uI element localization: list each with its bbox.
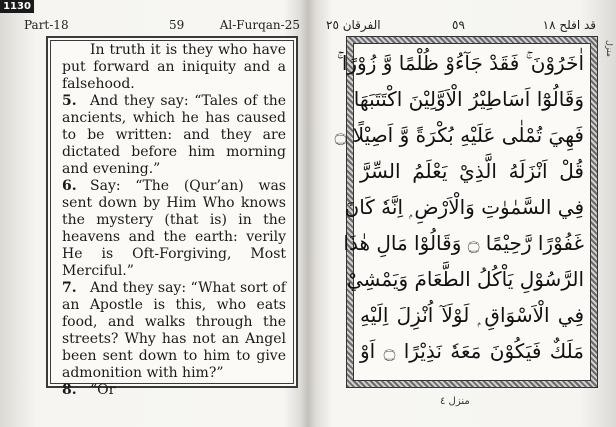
- verse-paragraph: [62, 382, 286, 399]
- translation-frame: [46, 36, 298, 398]
- verse-text: And they say: “What sort of an Apostle is this, who eats food, and walks through the streets? Why has not an Angel been sent down to him to give admonition with him?”: [62, 280, 286, 381]
- arabic-line: وَقَالُوْٓا اَسَاطِيْرُ الْاَوَّلِيْنَ اكْتَتَبَهَا: [353, 87, 584, 111]
- arabic-line: مَلَكٌ فَيَكُوْنَ مَعَهٗ نَذِيْرًا ۝ اَوْ: [360, 339, 585, 363]
- arabic-frame: [334, 36, 598, 388]
- verse-paragraph: [62, 178, 286, 280]
- verse-paragraph: [62, 93, 286, 178]
- left-page-header: [24, 18, 300, 34]
- arabic-line: اٰخَرُوْنَ ۚ فَقَدْ جَآءُوْ ظُلْمًا وَّ زُوْرًا ۚ: [336, 51, 584, 75]
- arabic-text-area: [334, 43, 591, 381]
- verse-text: In truth it is they who have put forward an iniquity and a falsehood.: [62, 42, 286, 92]
- arabic-line: غَفُوْرًا رَّحِيْمًا ۝ وَقَالُوْا مَالِ هٰذَا: [343, 231, 584, 255]
- right-page-header: [320, 18, 596, 34]
- arabic-line: قُلْ اَنْزَلَهُ الَّذِيْ يَعْلَمُ السِّرَّ: [360, 159, 584, 183]
- side-note: منزل: [605, 40, 614, 57]
- arabic-page-number: ٥٩: [452, 18, 465, 32]
- arabic-line: فِي السَّمٰوٰتِ وَالْاَرْضِ ۭ اِنَّهٗ كَانَ: [344, 195, 584, 219]
- arabic-line: فَهِيَ تُمْلٰى عَلَيْهِ بُكْرَةً وَّ اَصِيْلًا ۝: [334, 123, 584, 147]
- verse-number: 8.: [62, 382, 77, 398]
- translation-text: [62, 42, 286, 399]
- verse-number: 6.: [62, 178, 77, 194]
- surah-label: Al-Furqan-25: [219, 18, 300, 32]
- book-gutter: [300, 0, 316, 427]
- image-tag: 1130: [0, 0, 34, 13]
- arabic-surah-label: الفرقان ٢٥: [326, 18, 381, 32]
- verse-paragraph: [62, 42, 286, 93]
- page-number: 59: [169, 18, 185, 32]
- verse-text: And they say: “Tales of the ancients, which he has caused to be written: and they are dictated before him morning and evening.”: [62, 93, 286, 177]
- verse-text: Say: “The (Qur’an) was sent down by Him Who knows the mystery (that is) in the heavens and the earth: verily He is Oft-Forgiving, Most Merciful.”: [62, 178, 286, 279]
- arabic-line: فِي الْاَسْوَاقِ ۭ لَوْلَآ اُنْزِلَ اِلَيْهِ: [360, 303, 584, 327]
- verse-paragraph: [62, 280, 286, 382]
- verse-number: 7.: [62, 280, 77, 296]
- verse-number: 5.: [62, 93, 77, 109]
- verse-text: “Or: [90, 382, 116, 398]
- arabic-line: الرَّسُوْلِ يَاْكُلُ الطَّعَامَ وَيَمْشِيْ: [346, 267, 584, 291]
- manzil-footer: منزل ٤: [440, 396, 470, 407]
- part-label: Part-18: [24, 18, 69, 32]
- arabic-part-label: قد افلح ١٨: [542, 18, 596, 32]
